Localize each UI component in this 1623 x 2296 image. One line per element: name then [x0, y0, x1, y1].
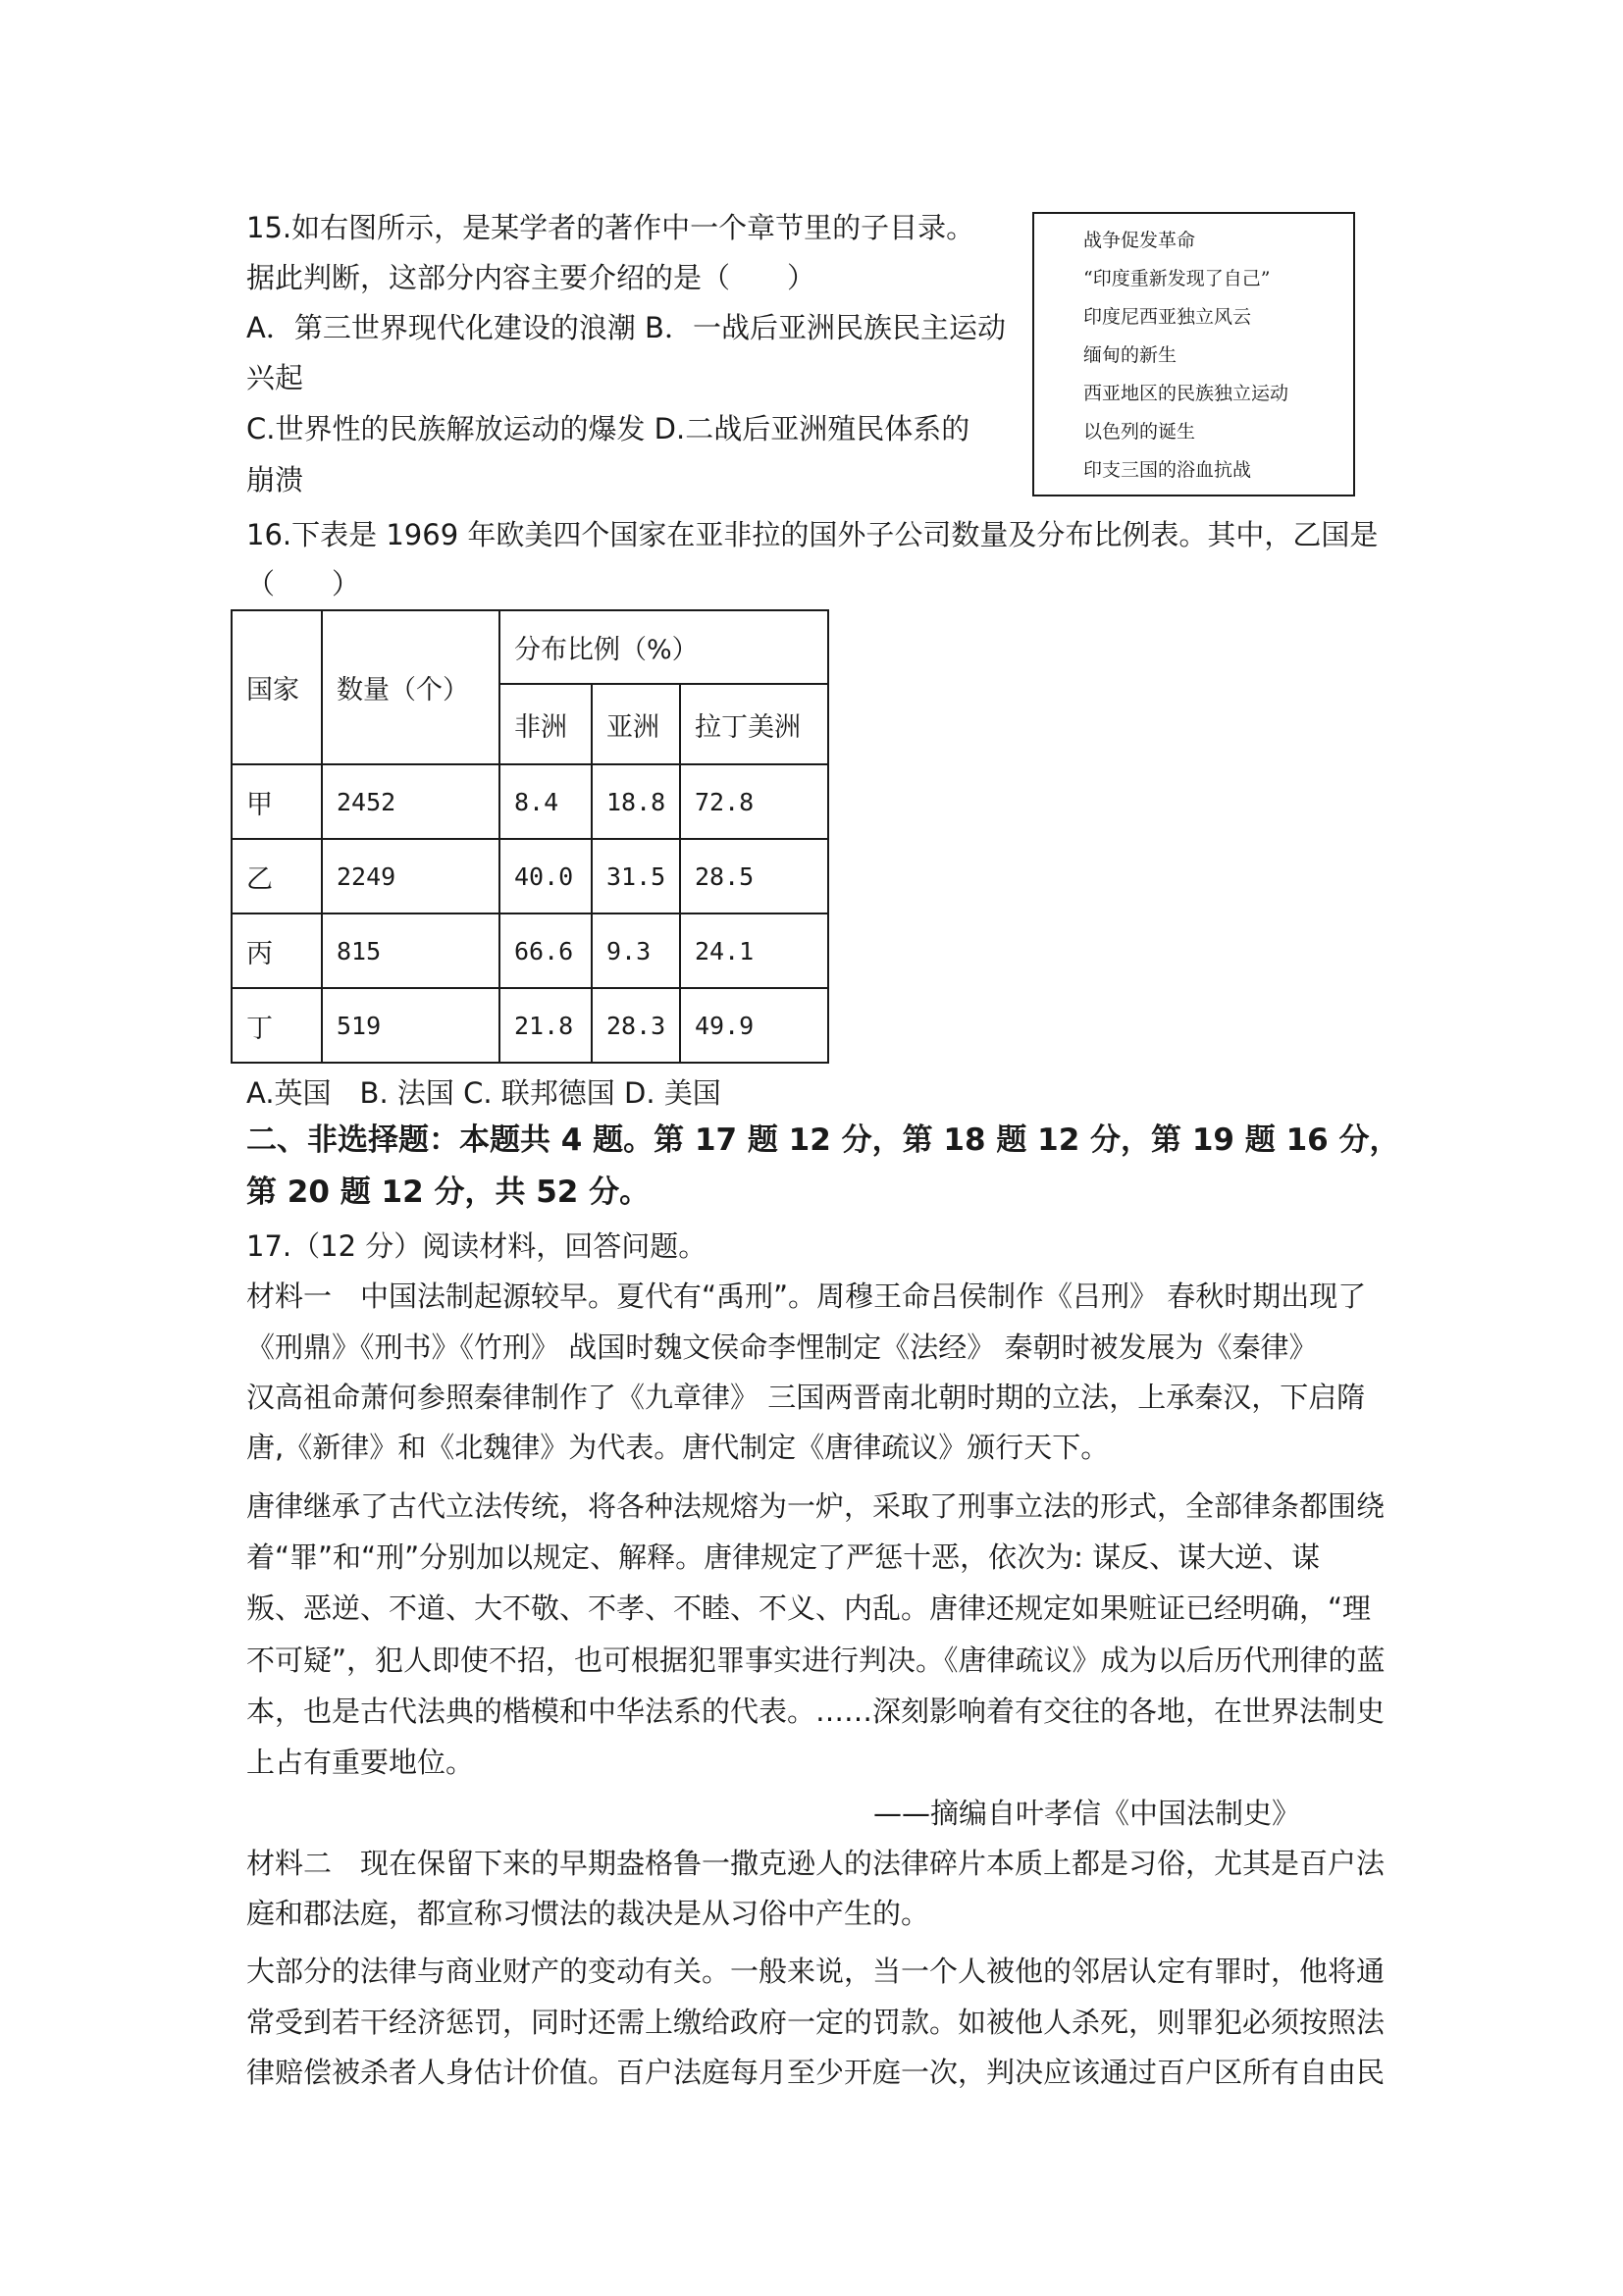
toc-item: 印度尼西亚独立风云 [1083, 306, 1252, 328]
q17-line: 上占有重要地位。 [246, 1746, 475, 1779]
section-2-heading-line-2: 第 20 题 12 分，共 52 分。 [246, 1174, 651, 1210]
table-row [232, 839, 828, 913]
cell-country: 甲 [232, 764, 322, 839]
q17-line: 《刑鼎》《刑书》《竹刑》 战国时魏文侯命李悝制定《法经》 秦朝时被发展为《秦律》 [246, 1331, 1318, 1364]
header-latam: 拉丁美洲 [680, 684, 828, 764]
header-ratio: 分布比例（%） [499, 610, 828, 684]
toc-item: 战争促发革命 [1083, 230, 1196, 251]
q17-line: 本，也是古代法典的楷模和中华法系的代表。……深刻影响着有交往的各地，在世界法制史 [246, 1695, 1386, 1728]
cell-asia: 18.8 [592, 764, 680, 839]
cell-country: 丙 [232, 913, 322, 988]
table-header-row [232, 610, 828, 684]
material-2-line: 材料二 现在保留下来的早期盎格鲁一撒克逊人的法律碎片本质上都是习俗，尤其是百户法 [246, 1847, 1386, 1880]
toc-item: 以色列的诞生 [1083, 421, 1196, 443]
q17-line: 不可疑”，犯人即使不招，也可根据犯罪事实进行判决。《唐律疏议》成为以后历代刑律的蓝 [246, 1644, 1386, 1677]
q17-line: 汉高祖命萧何参照秦律制作了《九章律》 三国两晋南北朝时期的立法，上承秦汉，下启隋 [246, 1381, 1366, 1414]
q15-line-2: 据此判断，这部分内容主要介绍的是（ ） [246, 261, 816, 294]
cell-africa: 40.0 [499, 839, 592, 913]
cell-country: 乙 [232, 839, 322, 913]
cell-count: 815 [322, 913, 499, 988]
cell-country: 丁 [232, 988, 322, 1063]
toc-item: “印度重新发现了自己” [1083, 268, 1271, 289]
cell-latam: 24.1 [680, 913, 828, 988]
table-row [232, 764, 828, 839]
q16-line-2: （ ） [246, 567, 361, 600]
cell-count: 2452 [322, 764, 499, 839]
q17-line: 叛、恶逆、不道、大不敬、不孝、不睦、不义、内乱。唐律还规定如果赃证已经明确，“理 [246, 1592, 1372, 1625]
q16-options: A.英国 B. 法国 C. 联邦德国 D. 美国 [246, 1076, 721, 1110]
header-africa: 非洲 [499, 684, 592, 764]
material-1-source: ——摘编自叶孝信《中国法制史》 [873, 1797, 1301, 1830]
cell-asia: 31.5 [592, 839, 680, 913]
section-2-heading-line-1: 二、非选择题：本题共 4 题。第 17 题 12 分，第 18 题 12 分，第 19 题 16 分， [246, 1122, 1400, 1158]
q17-line: 材料一 中国法制起源较早。夏代有“禹刑”。周穆王命吕侯制作《吕刑》 春秋时期出现了 [246, 1279, 1367, 1313]
q17-line: 唐律继承了古代立法传统，将各种法规熔为一炉，采取了刑事立法的形式，全部律条都围绕 [246, 1489, 1386, 1523]
toc-item: 缅甸的新生 [1083, 344, 1178, 366]
q15-line-3: A．第三世界现代化建设的浪潮 B．一战后亚洲民族民主运动 [246, 311, 1006, 344]
header-asia: 亚洲 [592, 684, 680, 764]
material-2-line: 常受到若干经济惩罚，同时还需上缴给政府一定的罚款。如被他人杀死，则罪犯必须按照法 [246, 2006, 1386, 2039]
table-row [232, 913, 828, 988]
table-row [232, 988, 828, 1063]
cell-count: 2249 [322, 839, 499, 913]
header-country: 国家 [232, 610, 322, 764]
toc-item: 印支三国的浴血抗战 [1083, 459, 1252, 481]
q17-line: 着“罪”和“刑”分别加以规定、解释。唐律规定了严惩十恶，依次为: 谋反、谋大逆、谋 [246, 1540, 1321, 1574]
cell-latam: 28.5 [680, 839, 828, 913]
cell-latam: 72.8 [680, 764, 828, 839]
q15-line-5: C.世界性的民族解放运动的爆发 D.二战后亚洲殖民体系的 [246, 412, 970, 445]
material-2-line: 律赔偿被杀者人身估计价值。百户法庭每月至少开庭一次，判决应该通过百户区所有自由民 [246, 2056, 1386, 2089]
cell-asia: 28.3 [592, 988, 680, 1063]
material-2-line: 庭和郡法庭，都宣称习惯法的裁决是从习俗中产生的。 [246, 1897, 930, 1930]
cell-latam: 49.9 [680, 988, 828, 1063]
cell-africa: 66.6 [499, 913, 592, 988]
q15-line-6: 崩溃 [246, 463, 304, 496]
cell-asia: 9.3 [592, 913, 680, 988]
header-count: 数量（个） [322, 610, 499, 764]
cell-count: 519 [322, 988, 499, 1063]
q15-line-4: 兴起 [246, 361, 304, 394]
material-2-line: 大部分的法律与商业财产的变动有关。一般来说，当一个人被他的邻居认定有罪时，他将通 [246, 1955, 1386, 1988]
subsidiary-table [231, 609, 829, 1064]
q16-line-1: 16.下表是 1969 年欧美四个国家在亚非拉的国外子公司数量及分布比例表。其中，乙国是 [246, 518, 1379, 551]
q17-title: 17.（12 分）阅读材料，回答问题。 [246, 1229, 707, 1263]
toc-item: 西亚地区的民族独立运动 [1083, 383, 1289, 404]
cell-africa: 8.4 [499, 764, 592, 839]
q17-line: 唐,《新律》和《北魏律》为代表。唐代制定《唐律疏议》颁行天下。 [246, 1431, 1110, 1464]
sub-directory-box [1032, 212, 1355, 496]
q15-line-1: 15.如右图所示，是某学者的著作中一个章节里的子目录。 [246, 211, 975, 244]
cell-africa: 21.8 [499, 988, 592, 1063]
